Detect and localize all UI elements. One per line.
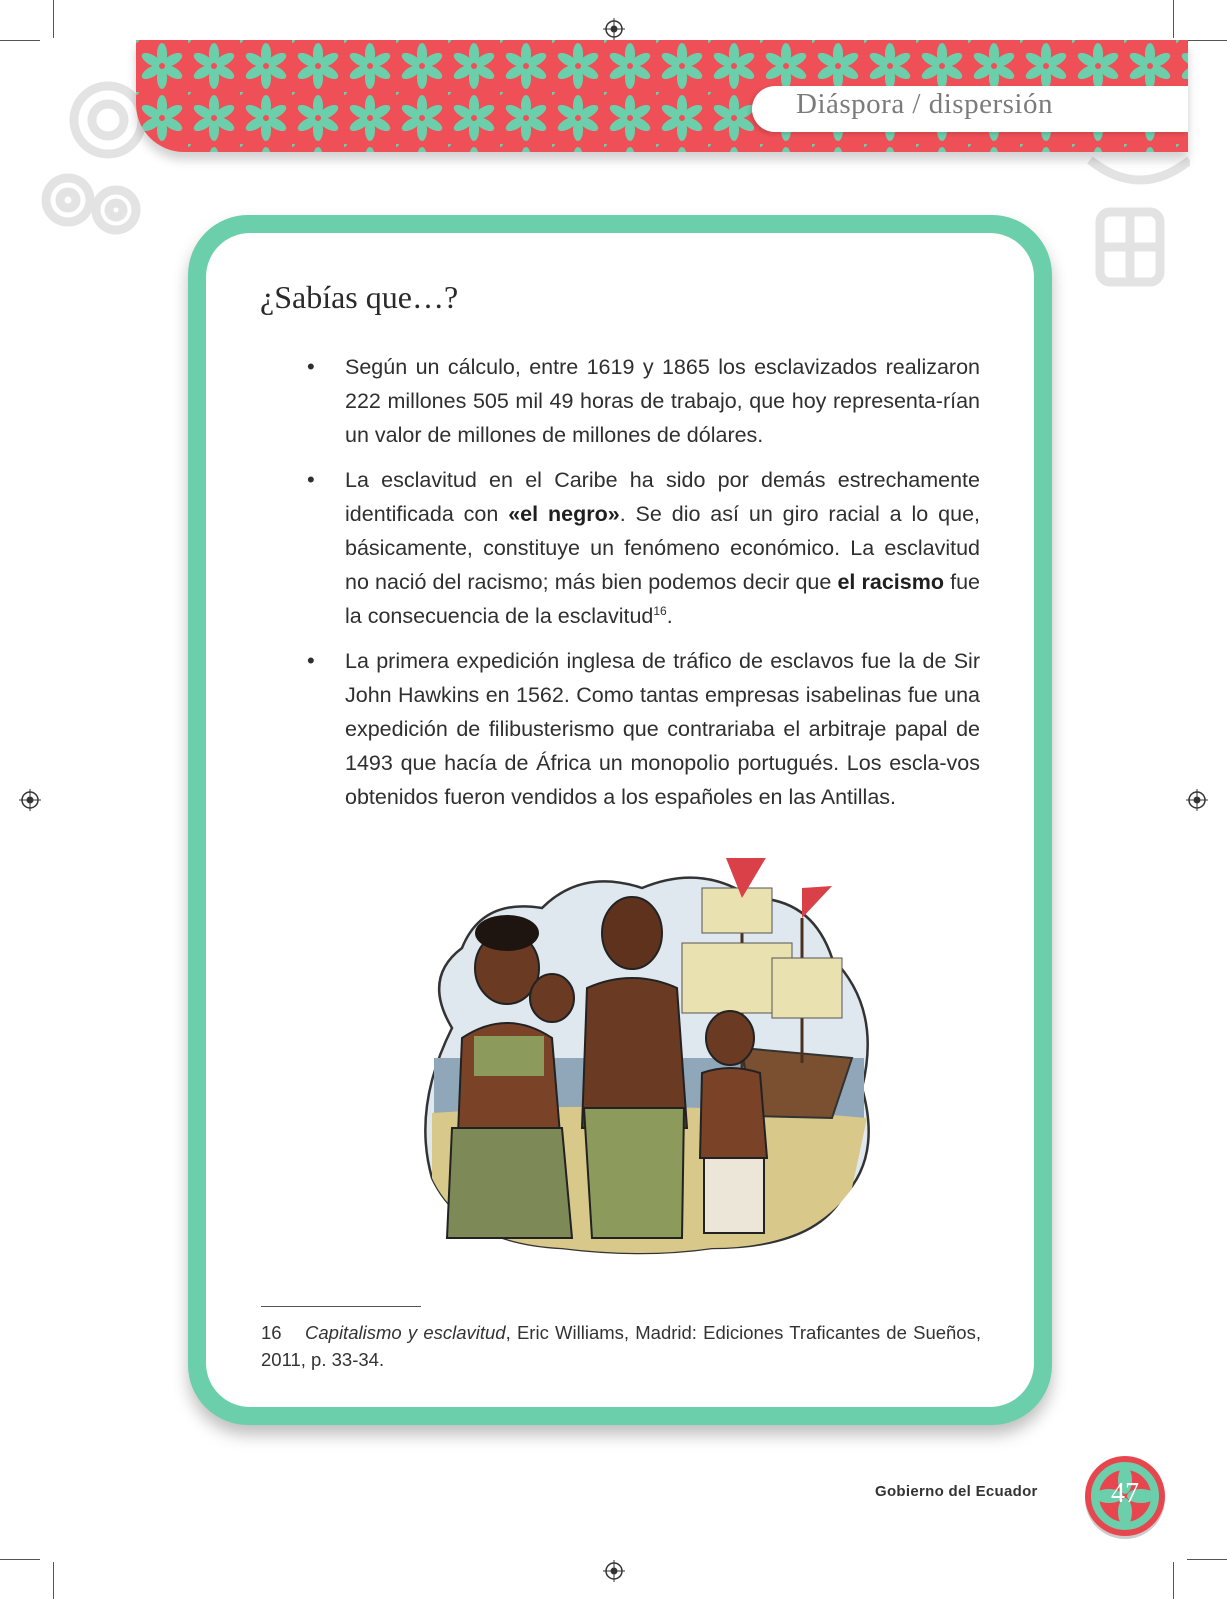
list-item [345, 350, 980, 452]
crop-mark [0, 1559, 40, 1560]
crop-mark [1173, 1562, 1174, 1599]
text-segment: Según un cálculo, entre 1619 y 1865 los esclavizados realizaron 222 millones 505 mil 49 horas de trabajo, que hoy representa-rían un valor de millones de millones de dólares. [345, 355, 980, 447]
spiral-ornament-icon [1080, 150, 1190, 300]
footnote-citation: , Eric Williams, Madrid: Ediciones Traficantes de Sueños, 2011, p. 33-34. [261, 1322, 981, 1370]
section-title: Diáspora / dispersión [796, 88, 1053, 120]
registration-mark-icon [1186, 789, 1208, 811]
registration-mark-icon [19, 789, 41, 811]
crop-mark [53, 1562, 54, 1599]
text-segment: fue la consecuencia de la esclavitud [345, 570, 980, 628]
footnote-divider [261, 1306, 421, 1307]
text-segment: . Se dio así un giro racial a lo que, básicamente, constituye un fenómeno económico. La esclavitud no nació del racismo; más bien podemos decir que [345, 502, 980, 594]
crop-mark [1187, 40, 1227, 41]
footer-publisher: Gobierno del Ecuador [875, 1483, 1038, 1500]
spiral-ornament-icon [38, 50, 148, 250]
footnote-reference: 16 [653, 603, 667, 618]
list-item [345, 463, 980, 633]
card-title: ¿Sabías que…? [260, 279, 459, 315]
fact-list [345, 350, 980, 825]
registration-mark-icon [603, 1560, 625, 1582]
footnote [261, 1319, 981, 1373]
bold-text: «el negro» [508, 502, 620, 526]
crop-mark [1187, 1559, 1227, 1560]
registration-mark-icon [603, 18, 625, 40]
text-segment: . [666, 604, 673, 628]
family-and-ship-illustration [412, 858, 888, 1256]
crop-mark [53, 0, 54, 38]
bold-text: el racismo [837, 570, 944, 594]
crop-mark [1173, 0, 1174, 38]
footnote-book-title: Capitalismo y esclavitud [305, 1322, 506, 1343]
footnote-number: 16 [261, 1322, 282, 1343]
text-segment: La esclavitud en el Caribe ha sido por demás estrechamente identificada con [345, 468, 980, 526]
text-segment: La primera expedición inglesa de tráfico de esclavos fue la de Sir John Hawkins en 1562. Como tantas empresas isabelinas fue una expedición de filibusterismo que contrariaba el arbitraje papal de 1493 que hacía de África un monopolio portugués. Los escla-vos obtenidos fueron vendidos a los españoles en las Antillas. [345, 649, 980, 809]
page-number: 47 [1111, 1478, 1139, 1509]
list-item [345, 644, 980, 814]
crop-mark [0, 40, 40, 41]
